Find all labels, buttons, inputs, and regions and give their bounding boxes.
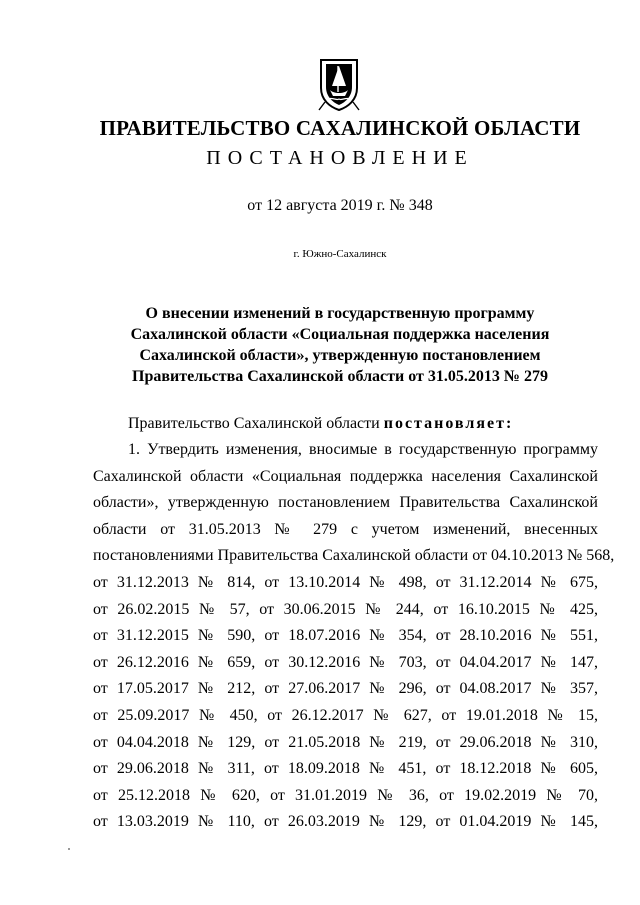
coat-of-arms-emblem: [317, 58, 361, 112]
paragraph-line: области», утвержденную постановлением Правительства Сахалинской: [93, 494, 598, 512]
paragraph-line: области от 31.05.2013 № 279 с учетом изменений, внесенных: [93, 520, 598, 538]
intro-line: [128, 415, 513, 433]
intro-prefix: Правительство Сахалинской области: [128, 415, 384, 432]
paragraph-line: от 25.09.2017 № 450, от 26.12.2017 № 627, от 19.01.2018 № 15,: [93, 706, 598, 724]
document-type: ПОСТАНОВЛЕНИЕ: [206, 147, 474, 169]
paragraph-line: 1. Утвердить изменения, вносимые в государственную программу: [128, 441, 598, 458]
paragraph-1: [93, 437, 615, 836]
paragraph-line: Сахалинской области «Социальная поддержка населения Сахалинской: [93, 467, 598, 485]
subject-line: Сахалинской области», утвержденную постановлением: [139, 347, 541, 364]
paragraph-line: от 26.12.2016 № 659, от 30.12.2016 № 703, от 04.04.2017 № 147,: [93, 653, 598, 671]
subject-line: Правительства Сахалинской области от 31.05.2013 № 279: [132, 368, 548, 385]
intro-keyword: постановляет:: [383, 415, 514, 432]
paragraph-line: от 13.03.2019 № 110, от 26.03.2019 № 129, от 01.04.2019 № 145,: [93, 813, 598, 831]
subject-line: Сахалинской области «Социальная поддержка населения: [130, 326, 550, 343]
paragraph-line: постановлениями Правительства Сахалинской области от 04.10.2013 № 568,: [93, 547, 615, 565]
document-date-number: от 12 августа 2019 г. № 348: [247, 197, 433, 214]
paragraph-line: от 04.04.2018 № 129, от 21.05.2018 № 219, от 29.06.2018 № 310,: [93, 733, 598, 751]
paragraph-line: от 25.12.2018 № 620, от 31.01.2019 № 36, от 19.02.2019 № 70,: [93, 786, 598, 804]
document-city: г. Южно-Сахалинск: [293, 248, 387, 260]
scan-speck: [68, 848, 70, 850]
paragraph-line: от 29.06.2018 № 311, от 18.09.2018 № 451, от 18.12.2018 № 605,: [93, 760, 598, 778]
paragraph-line: от 26.02.2015 № 57, от 30.06.2015 № 244, от 16.10.2015 № 425,: [93, 600, 598, 618]
paragraph-line: от 31.12.2015 № 590, от 18.07.2016 № 354, от 28.10.2016 № 551,: [93, 627, 598, 645]
document-subject: [0, 303, 640, 387]
organization-title: ПРАВИТЕЛЬСТВО САХАЛИНСКОЙ ОБЛАСТИ: [99, 116, 581, 140]
paragraph-line: от 31.12.2013 № 814, от 13.10.2014 № 498, от 31.12.2014 № 675,: [93, 573, 598, 591]
subject-line: О внесении изменений в государственную программу: [145, 305, 535, 322]
paragraph-line: от 17.05.2017 № 212, от 27.06.2017 № 296, от 04.08.2017 № 357,: [93, 680, 598, 698]
